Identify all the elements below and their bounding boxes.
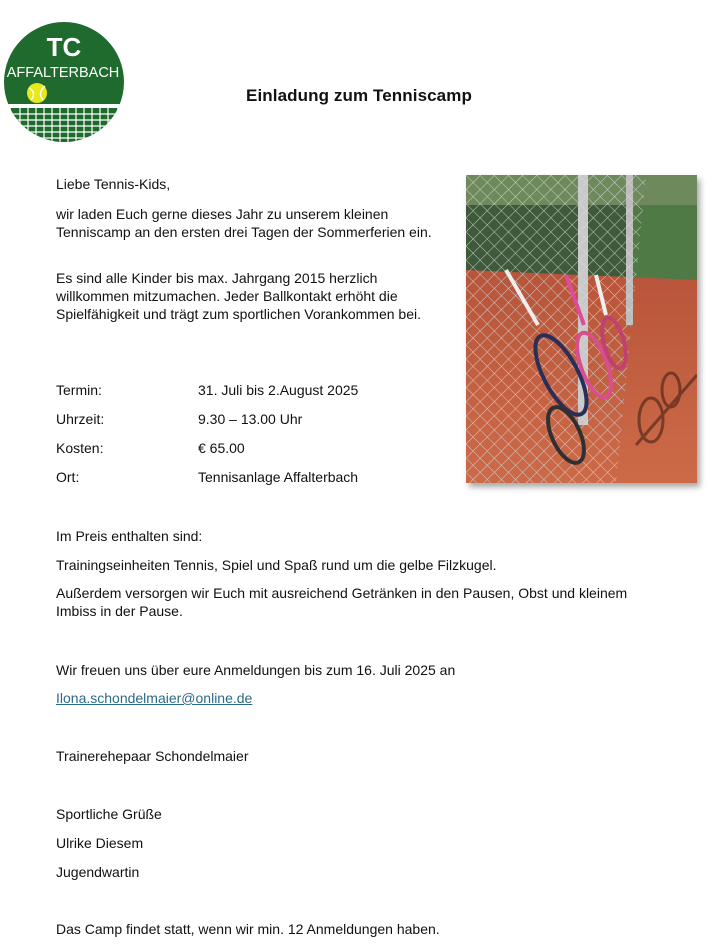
closing-role: Jugendwartin (56, 864, 140, 880)
cost-value: € 65.00 (198, 440, 245, 456)
location-value: Tennisanlage Affalterbach (198, 469, 359, 485)
closing-regards: Sportliche Grüße (56, 806, 162, 822)
contact-email-link[interactable]: Ilona.schondelmaier@online.de (56, 690, 253, 706)
time-label: Uhrzeit: (56, 411, 105, 427)
tennis-ball-icon (27, 83, 47, 103)
date-value: 31. Juli bis 2.August 2025 (198, 382, 359, 398)
time-value: 9.30 – 13.00 Uhr (198, 411, 303, 427)
trainers-signature: Trainerehepaar Schondelmaier (56, 748, 249, 764)
date-label: Termin: (56, 382, 102, 398)
club-logo (4, 20, 124, 144)
included-line2: Außerdem versorgen wir Euch mit ausreichend Getränken in den Pausen, Obst und kleinem Imbiss in der Pause. (56, 585, 628, 619)
page-title: Einladung zum Tenniscamp (246, 86, 472, 105)
registration-text: Wir freuen uns über eure Anmeldungen bis zum 16. Juli 2025 an (56, 662, 456, 678)
participants-paragraph: Es sind alle Kinder bis max. Jahrgang 2015 herzlich willkommen mitzumachen. Jeder Ballkontakt erhöht die Spielfähigkeit und trägt zum sportlichen Vorankommen bei. (56, 270, 421, 322)
intro-paragraph: wir laden Euch gerne dieses Jahr zu unserem kleinen Tenniscamp an den ersten drei Tagen der Sommerferien ein. (56, 206, 432, 240)
minimum-participants-note: Das Camp findet statt, wenn wir min. 12 Anmeldungen haben. (56, 921, 440, 937)
logo-line2: AFFALTERBACH (6, 65, 120, 81)
cost-label: Kosten: (56, 440, 104, 456)
logo-line1: TC (46, 32, 82, 62)
closing-name: Ulrike Diesem (56, 835, 144, 851)
location-label: Ort: (56, 469, 80, 485)
tennis-rackets-photo (466, 175, 697, 483)
included-heading: Im Preis enthalten sind: (56, 528, 203, 544)
greeting: Liebe Tennis-Kids, (56, 176, 171, 192)
included-line1: Trainingseinheiten Tennis, Spiel und Spaß rund um die gelbe Filzkugel. (56, 557, 497, 573)
